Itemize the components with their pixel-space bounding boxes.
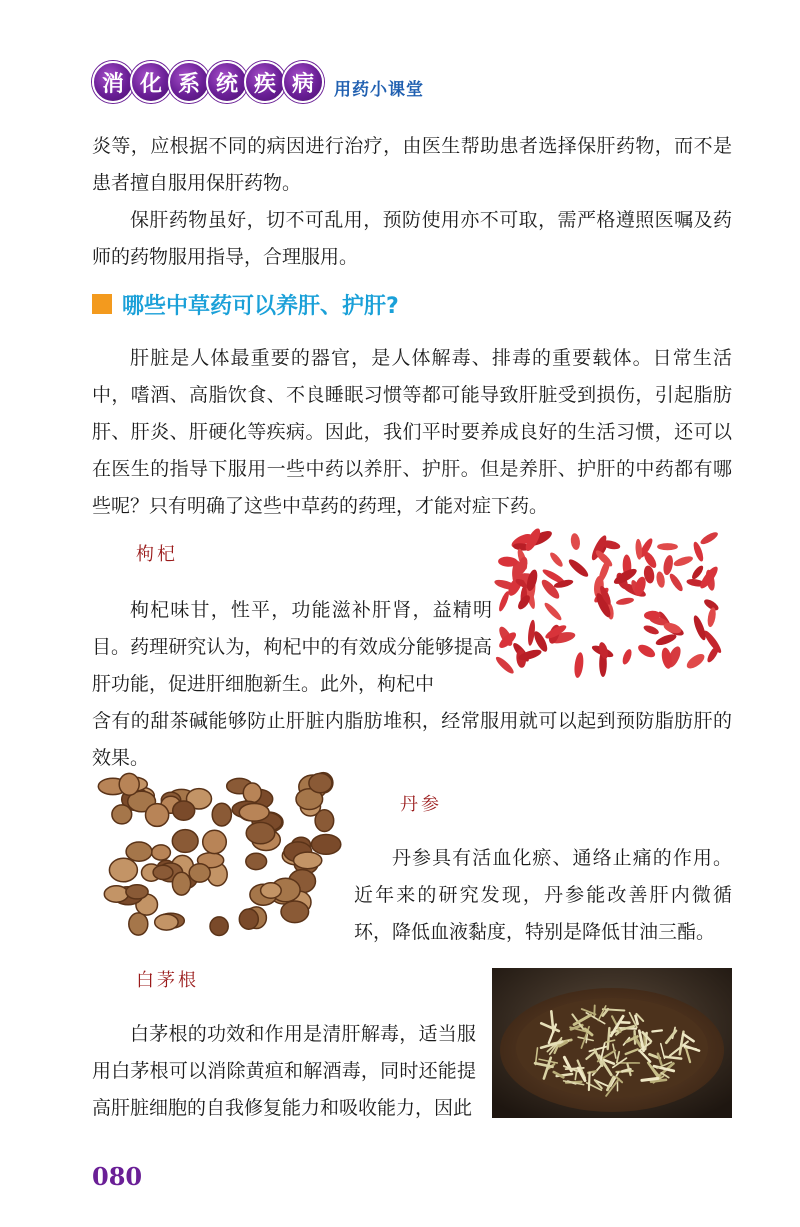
goji-berry bbox=[494, 655, 516, 676]
danshen-slice bbox=[311, 835, 340, 855]
danshen-slices-image bbox=[92, 770, 342, 940]
danshen-slice bbox=[109, 858, 137, 882]
danshen-slice bbox=[172, 830, 198, 853]
danshen-slice bbox=[129, 913, 148, 935]
danshen-slice bbox=[243, 783, 261, 803]
title-char: 系 bbox=[168, 61, 210, 103]
danshen-slice bbox=[294, 852, 322, 869]
danshen-slice bbox=[309, 773, 332, 792]
goji-berry bbox=[654, 632, 677, 647]
danshen-slice bbox=[281, 901, 309, 923]
danshen-paragraph: 丹参具有活血化瘀、通络止痛的作用。近年来的研究发现，丹参能改善肝内微循环，降低血液黏度，特别是降低甘油三酯。 bbox=[354, 847, 732, 943]
danshen-slice bbox=[112, 805, 132, 824]
goji-berry bbox=[573, 652, 584, 678]
baimaogen-paragraph: 白茅根的功效和作用是清肝解毒，适当服用白茅根可以消除黄疸和解酒毒，同时还能提高肝脏细胞的自我修复能力和吸收能力，因此 bbox=[92, 1023, 476, 1119]
goji-paragraph-a: 枸杞味甘，性平，功能滋补肝肾，益精明目。药理研究认为，枸杞中的有效成分能够提高肝功能，促进肝细胞新生。此外，枸杞中 bbox=[92, 599, 492, 695]
goji-berry bbox=[570, 533, 581, 551]
intro-paragraph-2: 保肝药物虽好，切不可乱用，预防使用亦不可取，需严格遵照医嘱及药师的药物服用指导，合理服用。 bbox=[92, 209, 732, 268]
grass-root-piece bbox=[642, 1078, 658, 1080]
goji-berry bbox=[655, 571, 666, 589]
page-number: 080 bbox=[92, 1162, 143, 1191]
danshen-slice bbox=[119, 773, 139, 795]
square-bullet-icon bbox=[92, 294, 112, 314]
goji-berry bbox=[497, 590, 511, 612]
running-header bbox=[92, 62, 424, 102]
goji-berry bbox=[567, 557, 591, 579]
intro-paragraph-1: 炎等，应根据不同的病因进行治疗，由医生帮助患者选择保肝药物，而不是患者擅自服用保肝药物。 bbox=[92, 135, 732, 194]
herb-name-danshen: 丹参 bbox=[400, 794, 442, 815]
danshen-slice bbox=[239, 804, 269, 822]
danshen-slice bbox=[152, 845, 171, 860]
danshen-slice bbox=[246, 853, 267, 869]
section-heading bbox=[92, 286, 399, 322]
danshen-slice bbox=[212, 803, 231, 826]
danshen-slice bbox=[153, 865, 173, 879]
goji-berry bbox=[662, 554, 674, 576]
danshen-slice bbox=[126, 885, 148, 899]
goji-berry bbox=[668, 572, 685, 593]
goji-berry bbox=[690, 564, 705, 581]
goji-berry bbox=[621, 648, 634, 666]
danshen-slice bbox=[239, 909, 258, 929]
title-char: 疾 bbox=[244, 61, 286, 103]
herb-name-goji: 枸杞 bbox=[136, 544, 178, 565]
danshen-slice bbox=[246, 822, 275, 843]
goji-berry bbox=[636, 642, 657, 660]
grass-root-piece bbox=[652, 1030, 662, 1031]
danshen-slice bbox=[172, 872, 190, 895]
grass-root-piece bbox=[589, 1073, 590, 1090]
goji-berry bbox=[657, 543, 678, 550]
goji-berry bbox=[615, 597, 634, 607]
goji-berry bbox=[684, 651, 706, 671]
danshen-slice bbox=[126, 842, 152, 861]
title-char: 病 bbox=[282, 61, 324, 103]
danshen-slice bbox=[104, 886, 128, 902]
title-char: 化 bbox=[130, 61, 172, 103]
danshen-slice bbox=[173, 801, 195, 820]
title-char: 统 bbox=[206, 61, 248, 103]
goji-berry bbox=[699, 530, 720, 546]
danshen-slice bbox=[210, 917, 228, 936]
danshen-slice bbox=[146, 804, 169, 827]
chapter-title bbox=[92, 61, 320, 103]
goji-berry bbox=[548, 551, 564, 569]
goji-berries-image bbox=[492, 528, 732, 678]
danshen-slice bbox=[261, 883, 282, 898]
baimaogen-bowl-image bbox=[492, 968, 732, 1118]
section-heading-text: 哪些中草药可以养肝、护肝? bbox=[122, 293, 399, 319]
goji-berry bbox=[691, 614, 708, 641]
goji-paragraph-b: 含有的甜茶碱能够防止肝脏内脂肪堆积，经常服用就可以起到预防脂肪肝的效果。 bbox=[92, 710, 732, 769]
goji-berry bbox=[543, 601, 564, 622]
danshen-slice bbox=[189, 864, 210, 882]
grass-root-piece bbox=[594, 1005, 595, 1017]
herb-name-baimaogen: 白茅根 bbox=[136, 970, 199, 991]
grass-root-piece bbox=[608, 1028, 610, 1049]
danshen-slice bbox=[155, 914, 178, 930]
book-subtitle: 用药小课堂 bbox=[334, 79, 424, 100]
title-char: 消 bbox=[92, 61, 134, 103]
goji-berry bbox=[642, 624, 660, 637]
section-paragraph: 肝脏是人体最重要的器官，是人体解毒、排毒的重要载体。日常生活中，嗜酒、高脂饮食、不良睡眠习惯等都可能导致肝脏受到损伤，引起脂肪肝、肝炎、肝硬化等疾病。因此，我们平时要养成良好的生活习惯，还可以在医生的指导下服用一些中药以养肝、护肝。但是养肝、护肝的中药都有哪些呢？只有明确了这些中草药的药理，才能对症下药。 bbox=[92, 347, 732, 517]
goji-berry bbox=[673, 554, 695, 568]
danshen-slice bbox=[203, 830, 227, 853]
